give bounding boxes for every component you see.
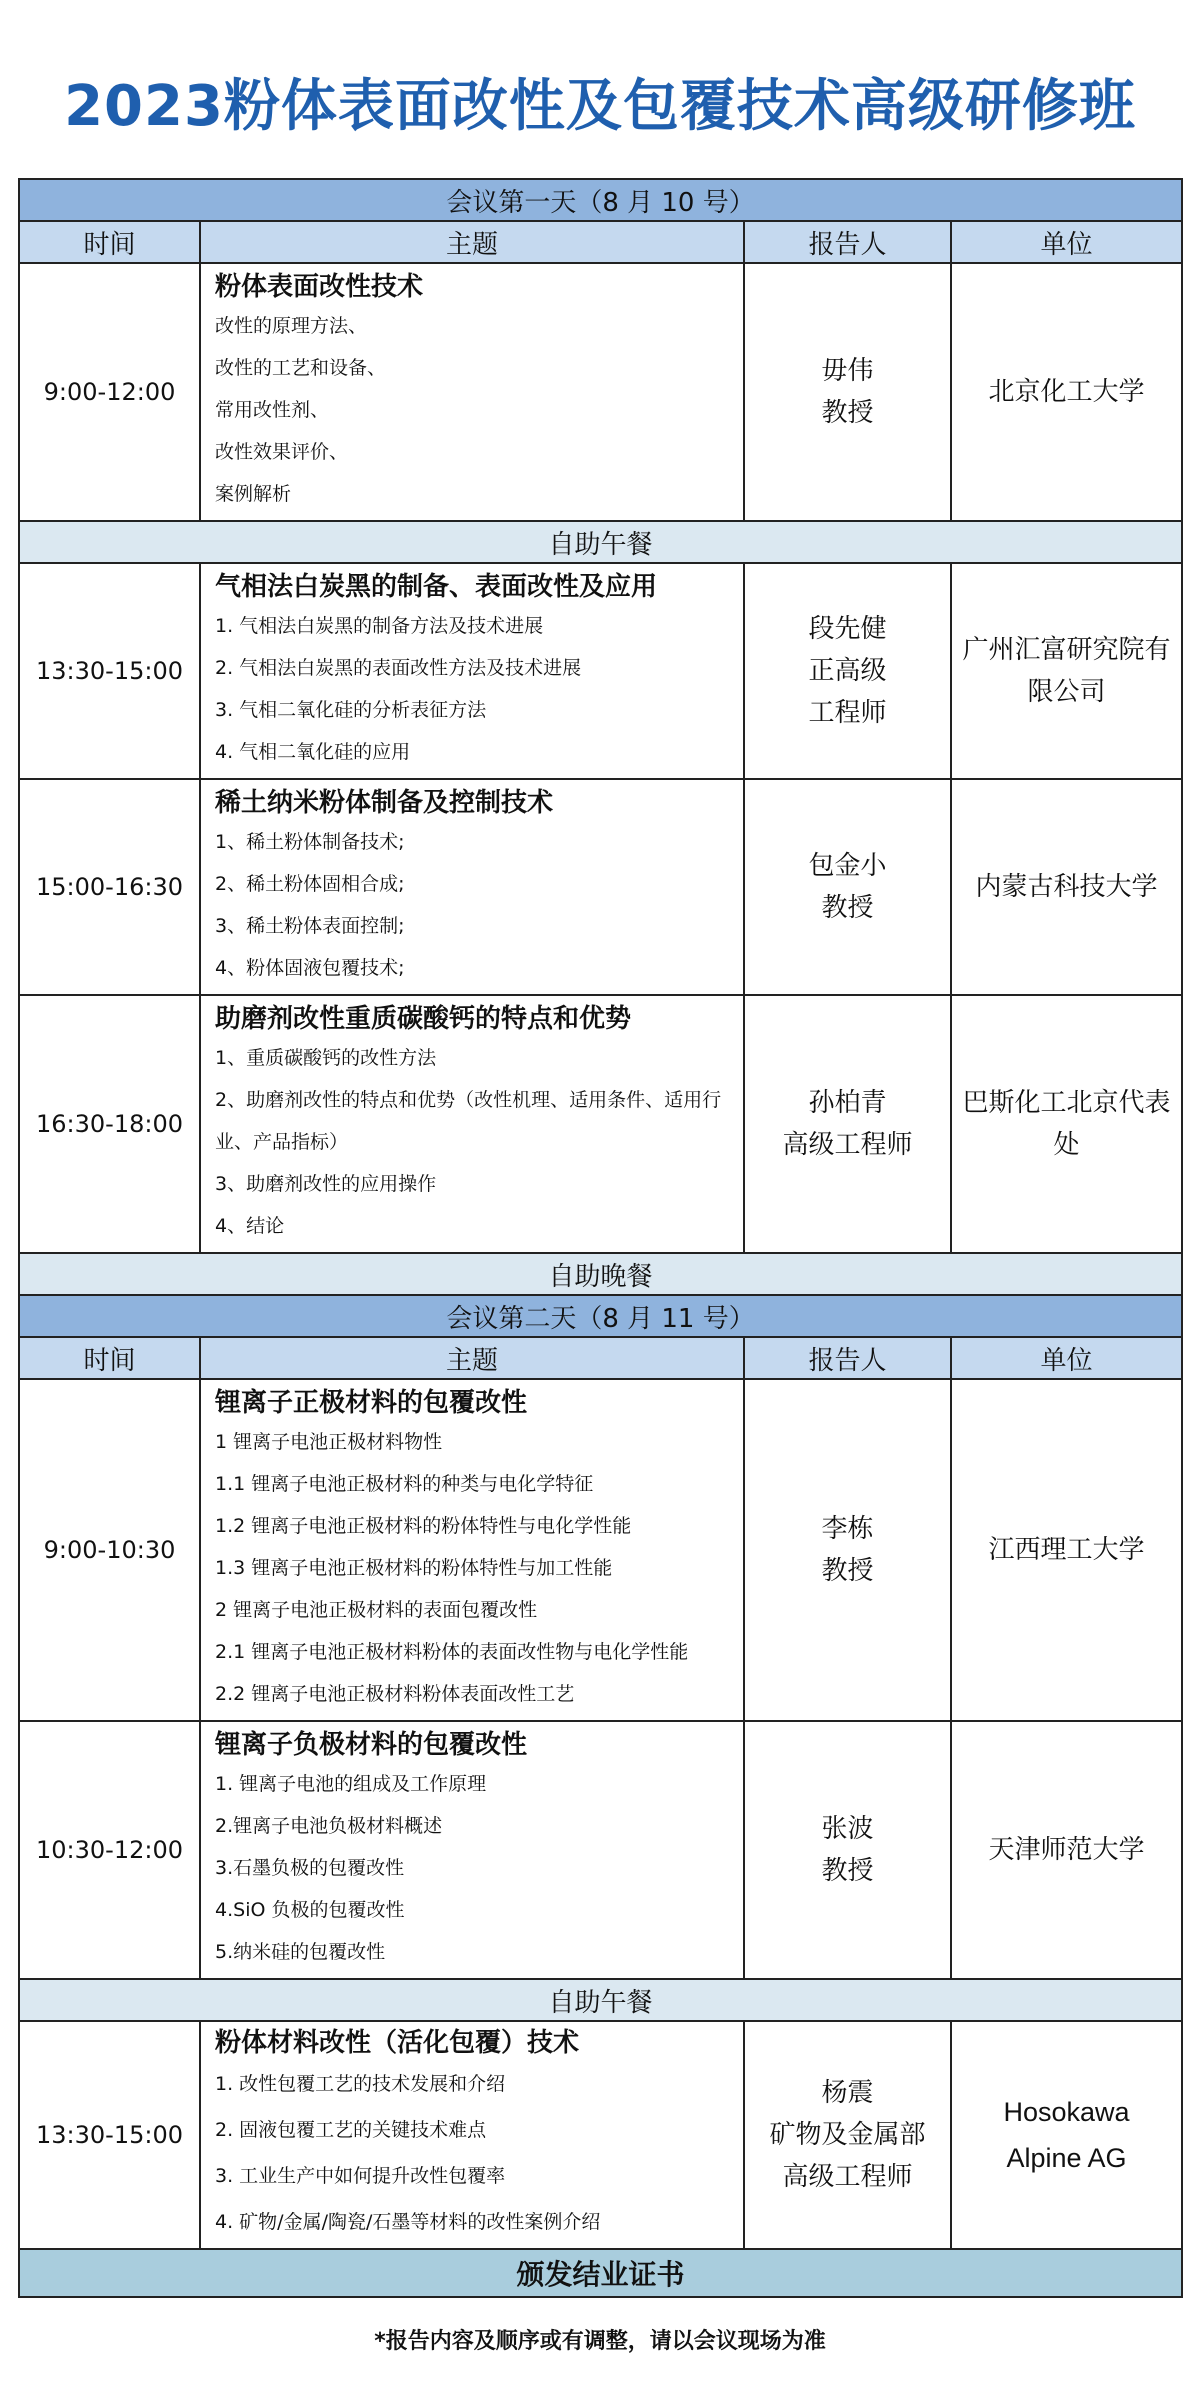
session-item: 2 锂离子电池正极材料的表面包覆改性 xyxy=(215,1599,538,1621)
col-header-topic: 主题 xyxy=(200,221,744,263)
lunch-break-row xyxy=(19,1979,1182,2021)
session-item: 改性的工艺和设备、 xyxy=(215,357,387,379)
session-item: 2. 气相法白炭黑的表面改性方法及技术进展 xyxy=(215,657,582,679)
session-topic xyxy=(200,563,744,779)
session-row xyxy=(19,995,1182,1253)
session-title: 助磨剂改性重质碳酸钙的特点和优势 xyxy=(215,1004,632,1034)
lunch-label: 自助午餐 xyxy=(19,521,1182,563)
day2-header-row xyxy=(19,1295,1182,1337)
lunch-break-row xyxy=(19,521,1182,563)
session-item: 改性效果评价、 xyxy=(215,441,349,463)
session-item: 1 锂离子电池正极材料物性 xyxy=(215,1431,443,1453)
session-item: 4、粉体固液包覆技术; xyxy=(215,957,405,979)
dinner-break-row xyxy=(19,1253,1182,1295)
session-topic xyxy=(200,1721,744,1979)
session-topic xyxy=(200,263,744,521)
session-item: 案例解析 xyxy=(215,483,292,505)
col-header-org: 单位 xyxy=(951,1337,1182,1379)
session-speaker xyxy=(744,1379,951,1721)
session-item: 改性的原理方法、 xyxy=(215,315,368,337)
speaker-title: 教授 xyxy=(821,1856,874,1886)
session-item: 常用改性剂、 xyxy=(215,399,330,421)
session-item: 1. 锂离子电池的组成及工作原理 xyxy=(215,1773,487,1795)
session-item: 5.纳米硅的包覆改性 xyxy=(215,1941,386,1963)
session-item: 3、稀土粉体表面控制; xyxy=(215,915,405,937)
schedule-table xyxy=(18,178,1183,2298)
session-item: 1. 气相法白炭黑的制备方法及技术进展 xyxy=(215,615,544,637)
session-row xyxy=(19,2021,1182,2249)
footnote: *报告内容及顺序或有调整，请以会议现场为准 xyxy=(374,2329,826,2354)
session-time: 13:30-15:00 xyxy=(19,2021,200,2249)
session-title: 粉体表面改性技术 xyxy=(215,272,424,302)
session-item: 2、助磨剂改性的特点和优势（改性机理、适用条件、适用行业、产品指标） xyxy=(215,1089,722,1153)
session-item: 4、结论 xyxy=(215,1215,285,1237)
speaker-title: 工程师 xyxy=(808,698,887,728)
col-header-topic: 主题 xyxy=(200,1337,744,1379)
speaker-title: 教授 xyxy=(821,398,874,428)
session-item: 3.石墨负极的包覆改性 xyxy=(215,1857,405,1879)
session-item: 1、重质碳酸钙的改性方法 xyxy=(215,1047,437,1069)
speaker-title: 教授 xyxy=(821,893,874,923)
speaker-title: 教授 xyxy=(821,1556,874,1586)
speaker-title: 高级工程师 xyxy=(782,1130,913,1160)
session-speaker xyxy=(744,563,951,779)
session-item: 1.3 锂离子电池正极材料的粉体特性与加工性能 xyxy=(215,1557,613,1579)
col-header-org: 单位 xyxy=(951,221,1182,263)
session-item: 1.1 锂离子电池正极材料的种类与电化学特征 xyxy=(215,1473,594,1495)
session-time: 13:30-15:00 xyxy=(19,563,200,779)
session-row xyxy=(19,1721,1182,1979)
column-header-row xyxy=(19,1337,1182,1379)
session-item: 2.2 锂离子电池正极材料粉体表面改性工艺 xyxy=(215,1683,575,1705)
speaker-name: 毋伟 xyxy=(821,356,874,386)
session-speaker xyxy=(744,995,951,1253)
session-time: 9:00-12:00 xyxy=(19,263,200,521)
session-topic xyxy=(200,995,744,1253)
session-topic xyxy=(200,779,744,995)
day1-label: 会议第一天（8 月 10 号） xyxy=(19,179,1182,221)
session-title: 锂离子负极材料的包覆改性 xyxy=(215,1730,528,1760)
session-title: 气相法白炭黑的制备、表面改性及应用 xyxy=(215,572,658,602)
speaker-title: 矿物及金属部 xyxy=(769,2120,926,2150)
session-item: 4. 气相二氧化硅的应用 xyxy=(215,741,411,763)
session-row xyxy=(19,263,1182,521)
session-org: 巴斯化工北京代表处 xyxy=(951,995,1182,1253)
session-item: 2、稀土粉体固相合成; xyxy=(215,873,405,895)
session-time: 9:00-10:30 xyxy=(19,1379,200,1721)
session-item: 1、稀土粉体制备技术; xyxy=(215,831,405,853)
speaker-title: 正高级 xyxy=(808,656,887,686)
session-title: 粉体材料改性（活化包覆）技术 xyxy=(215,2028,580,2058)
session-org: 内蒙古科技大学 xyxy=(951,779,1182,995)
session-item: 1. 改性包覆工艺的技术发展和介绍 xyxy=(215,2073,506,2095)
session-speaker xyxy=(744,779,951,995)
page-title: 2023粉体表面改性及包覆技术高级研修班 xyxy=(64,74,1136,139)
speaker-name: 孙柏青 xyxy=(808,1088,887,1118)
session-org: 天津师范大学 xyxy=(951,1721,1182,1979)
speaker-name: 张波 xyxy=(821,1814,874,1844)
dinner-label: 自助晚餐 xyxy=(19,1253,1182,1295)
session-item: 3. 工业生产中如何提升改性包覆率 xyxy=(215,2165,506,2187)
session-title: 稀土纳米粉体制备及控制技术 xyxy=(215,788,554,818)
column-header-row xyxy=(19,221,1182,263)
session-org: 江西理工大学 xyxy=(951,1379,1182,1721)
closing-row xyxy=(19,2249,1182,2297)
session-title: 锂离子正极材料的包覆改性 xyxy=(215,1388,528,1418)
session-org: 北京化工大学 xyxy=(951,263,1182,521)
speaker-title: 高级工程师 xyxy=(782,2162,913,2192)
session-row xyxy=(19,563,1182,779)
closing-label: 颁发结业证书 xyxy=(19,2249,1182,2297)
session-item: 1.2 锂离子电池正极材料的粉体特性与电化学性能 xyxy=(215,1515,632,1537)
day2-label: 会议第二天（8 月 11 号） xyxy=(19,1295,1182,1337)
speaker-name: 段先健 xyxy=(808,614,887,644)
session-row xyxy=(19,1379,1182,1721)
session-item: 4.SiO 负极的包覆改性 xyxy=(215,1899,405,1921)
col-header-speaker: 报告人 xyxy=(744,1337,951,1379)
session-time: 10:30-12:00 xyxy=(19,1721,200,1979)
session-row xyxy=(19,779,1182,995)
session-org: 广州汇富研究院有限公司 xyxy=(951,563,1182,779)
session-item: 4. 矿物/金属/陶瓷/石墨等材料的改性案例介绍 xyxy=(215,2211,601,2233)
speaker-name: 杨震 xyxy=(821,2078,874,2108)
session-speaker xyxy=(744,1721,951,1979)
col-header-speaker: 报告人 xyxy=(744,221,951,263)
col-header-time: 时间 xyxy=(19,1337,200,1379)
lunch-label: 自助午餐 xyxy=(19,1979,1182,2021)
session-topic xyxy=(200,2021,744,2249)
session-item: 3、助磨剂改性的应用操作 xyxy=(215,1173,437,1195)
session-topic xyxy=(200,1379,744,1721)
col-header-time: 时间 xyxy=(19,221,200,263)
speaker-name: 包金小 xyxy=(808,851,887,881)
session-time: 15:00-16:30 xyxy=(19,779,200,995)
day1-header-row xyxy=(19,179,1182,221)
session-speaker xyxy=(744,2021,951,2249)
session-item: 3. 气相二氧化硅的分析表征方法 xyxy=(215,699,487,721)
session-item: 2.1 锂离子电池正极材料粉体的表面改性物与电化学性能 xyxy=(215,1641,689,1663)
session-org: Hosokawa Alpine AG xyxy=(951,2021,1182,2249)
session-time: 16:30-18:00 xyxy=(19,995,200,1253)
session-speaker xyxy=(744,263,951,521)
speaker-name: 李栋 xyxy=(821,1514,874,1544)
session-item: 2.锂离子电池负极材料概述 xyxy=(215,1815,443,1837)
session-item: 2. 固液包覆工艺的关键技术难点 xyxy=(215,2119,487,2141)
